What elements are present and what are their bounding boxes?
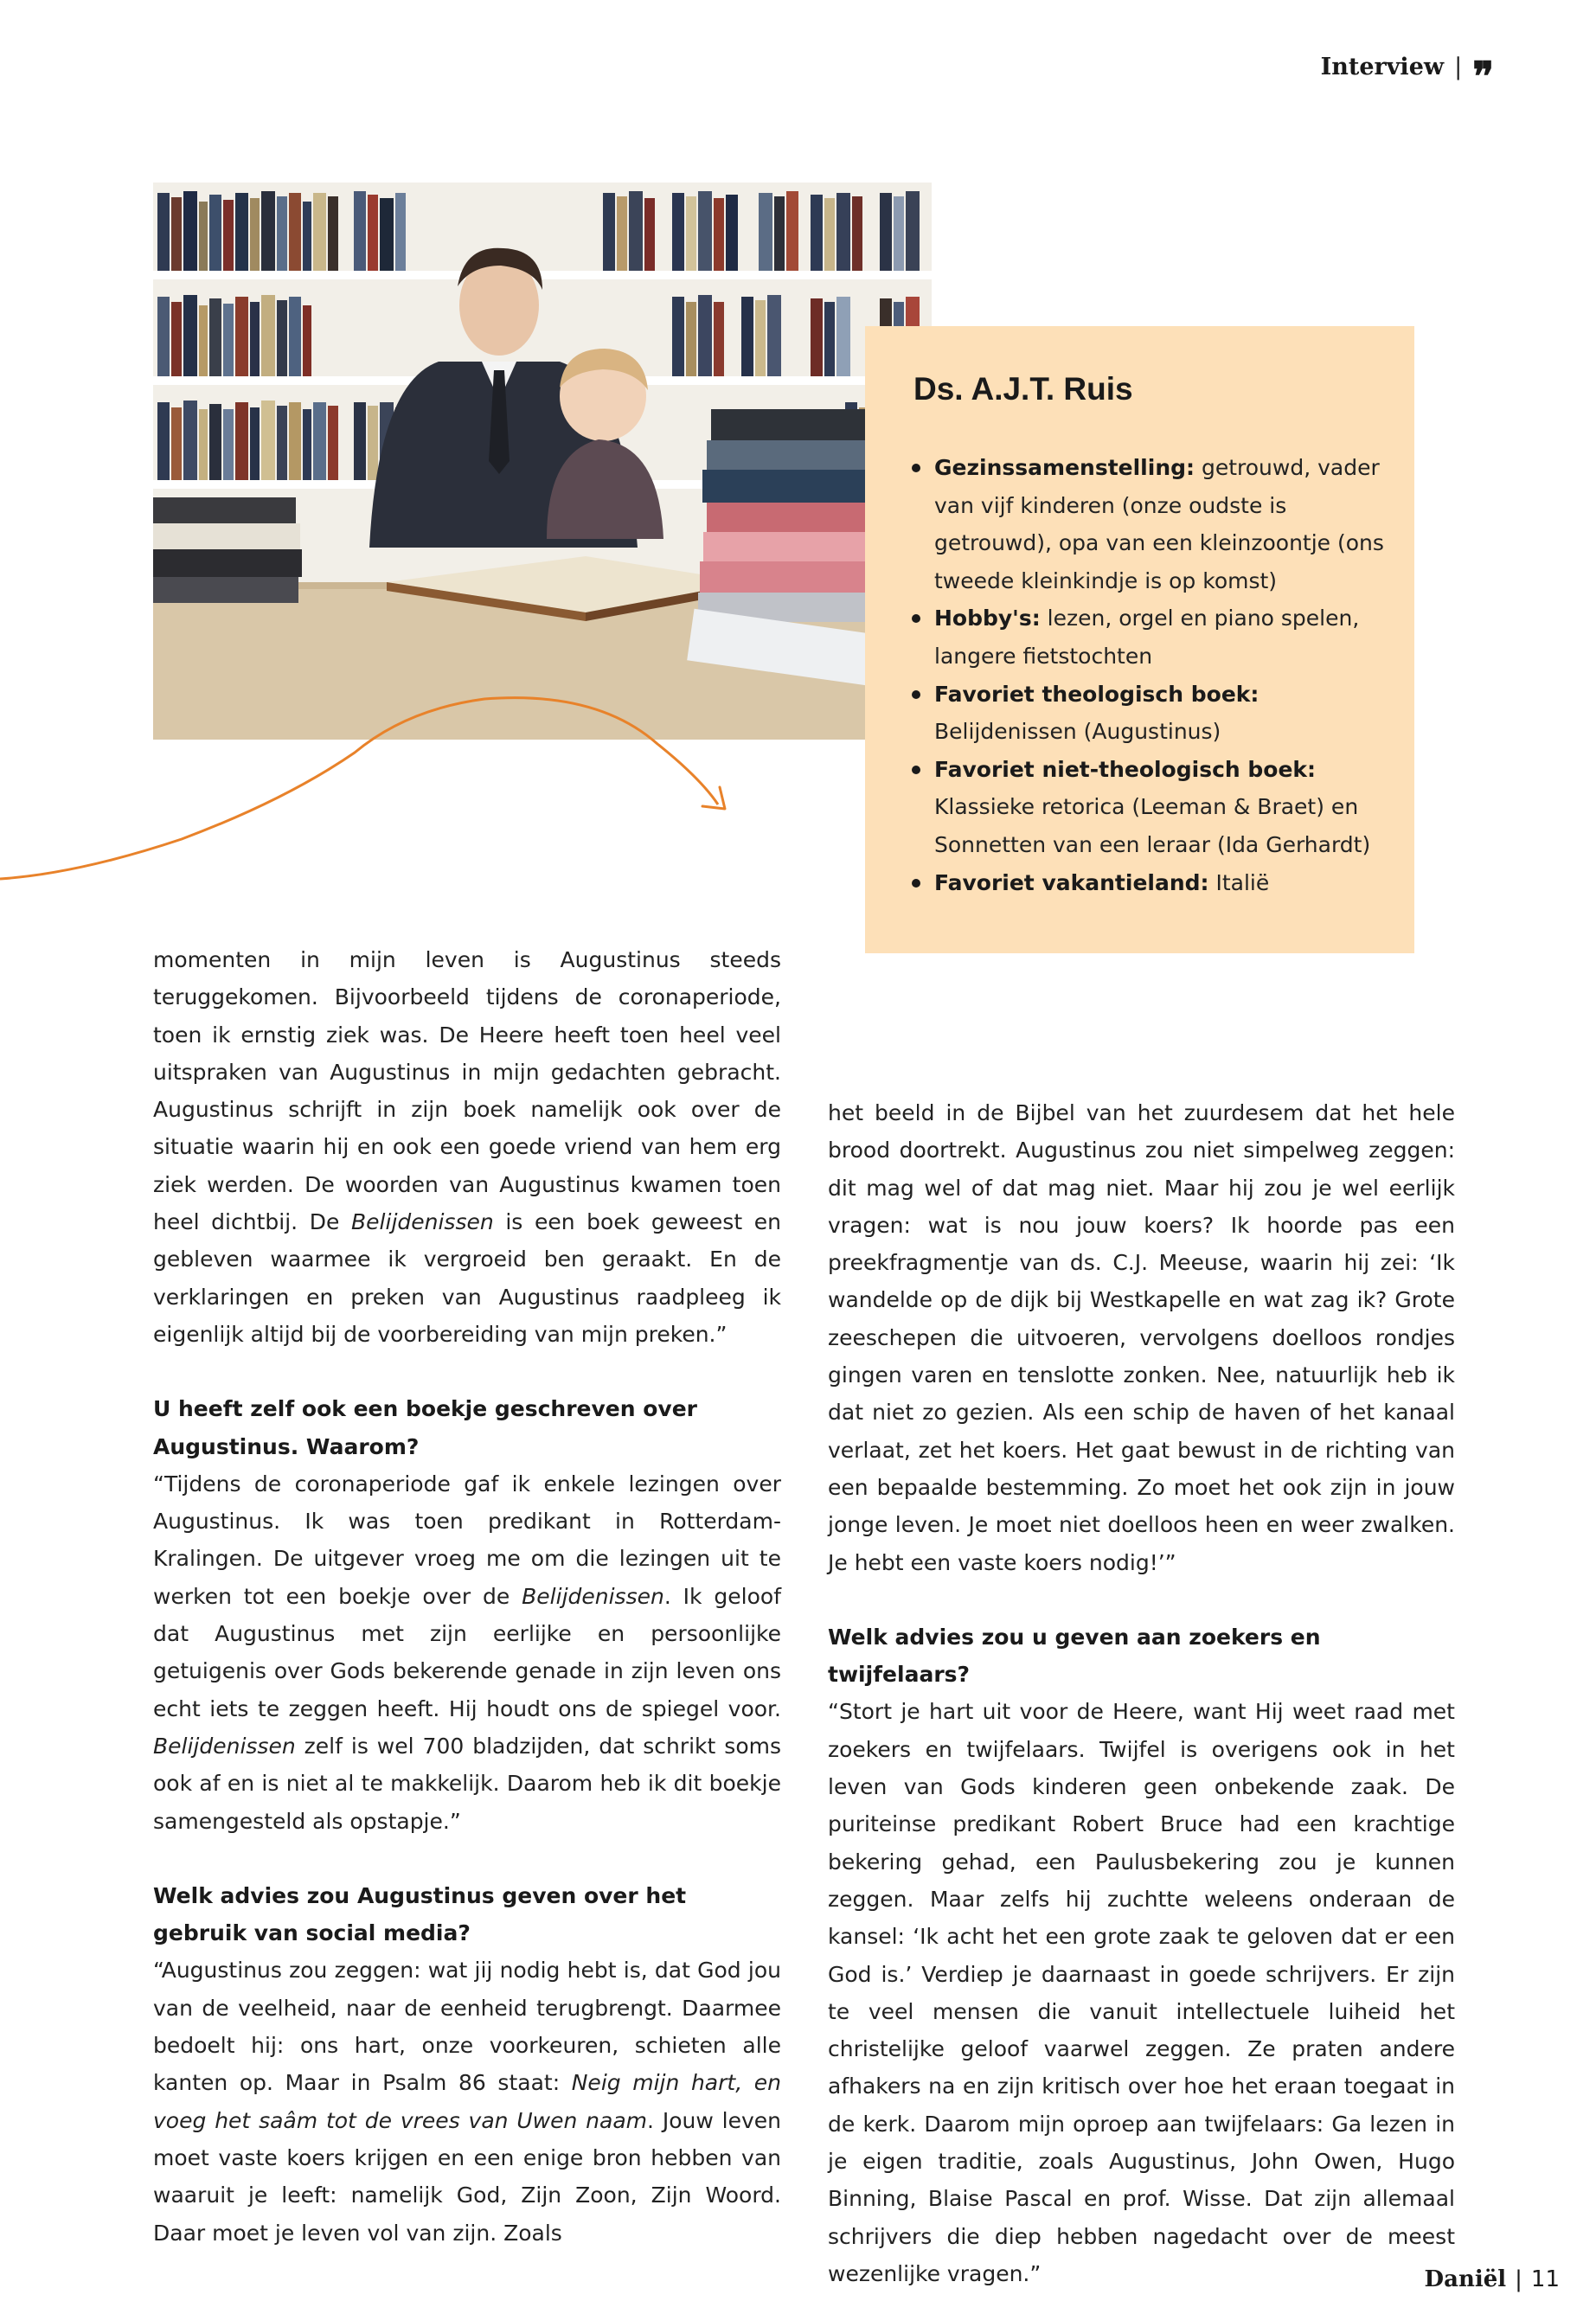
interview-question: U heeft zelf ook een boekje geschreven over Augustinus. Waarom?: [153, 1396, 698, 1459]
fact-label: Hobby's:: [934, 606, 1041, 631]
body-paragraph: “Stort je hart uit voor de Heere, want Hij weet raad met zoekers en twijfelaars. Twijfel is overigens ook in het leven van Gods kinderen geen onbekende zaak. De puriteinse predikant Robert Bruce had een krachtige bekering gehad, een Paulusbekering zou je kunnen zeggen. Maar zelfs hij zuchtte weleens onderaan de kansel: ‘Ik acht het een grote zaak te geloven dat er een God is.’ Verdiep je daarnaast in goede schrijvers. Er zijn te veel mensen die vanuit intellectuele luiheid het christelijke geloof vaarwel zeggen. Ze praten andere afhakers na en zijn kritisch over hoe het eraan toegaat in de kerk. Daarom mijn oproep aan twijfelaars: Ga lezen in je eigen traditie, zoals Augustinus, John Owen, Hugo Binning, Blaise Pascal en prof. Wisse. Dat zijn allemaal schrijvers die diep hebben nagedacht over de meest wezenlijke vragen.”: [828, 1699, 1455, 2286]
text-run: “Tijdens de coronaperiode gaf ik enkele lezingen over Augustinus. Ik was toen predikant in Rotterdam-Kralingen. De uitgever vroeg me om die lezingen uit te werken tot een boekje over de: [153, 1471, 781, 1609]
body-paragraph: [153, 941, 781, 1353]
fact-item: [912, 599, 1396, 675]
body-paragraph: het beeld in de Bijbel van het zuurdesem dat het hele brood doortrekt. Augustinus zou niet simpelweg zeggen: dit mag wel of dat mag niet. Maar hij zou je wel eerlijk vragen: wat is nou jouw koers? Ik hoorde pas een preekfragmentje van ds. C.J. Meeuse, waarin hij zei: ‘Ik wandelde op de dijk bij Westkapelle en wat zag ik? Grote zeeschepen die uitvoeren, vervolgens doelloos rondjes gingen varen en tenslotte zonken. Nee, natuurlijk heb ik dat niet zo gezien. Als een schip de haven of het kanaal verlaat, zet het koers. Het gaat bewust in de richting van een bepaalde bestemming. Zo moet het ook zijn in jouw jonge leven. Je moet niet doelloos heen en weer zwalken. Je hebt een vaste koers nodig!’”: [828, 1100, 1455, 1575]
text-run: momenten in mijn leven is Augustinus steeds teruggekomen. Bijvoorbeeld tijdens de coronaperiode, toen ik ernstig ziek was. De Heere heeft toen heel veel uitspraken van Augustinus in mijn gedachten gebracht. Augustinus schrijft in zijn boek namelijk ook over de situatie waarin hij en ook een goede vriend van hem erg ziek werden. De woorden van Augustinus kwamen toen heel dichtbij. De: [153, 947, 781, 1235]
page-number: 11: [1530, 2266, 1560, 2292]
psalm-quote: Neig mijn hart, en voeg het saâm tot de vrees van Uwen naam: [153, 2070, 781, 2133]
header-separator: |: [1454, 54, 1463, 80]
fact-item: [912, 751, 1396, 864]
fact-text: Belijdenissen (Augustinus): [934, 719, 1221, 745]
text-run: . Ik geloof dat Augustinus met zijn eerlijke en persoonlijke getuigenis over Gods bekerende genade in zijn leven ons echt iets te zeggen heeft. Hij houdt ons de spiegel voor.: [153, 1583, 781, 1721]
book-title: Belijdenissen: [522, 1583, 664, 1609]
book-title: Belijdenissen: [153, 1733, 296, 1759]
interview-question: Welk advies zou Augustinus geven over het gebruik van social media?: [153, 1882, 687, 1946]
profile-infobox: [865, 326, 1414, 953]
interview-photo: [153, 176, 932, 740]
article-column-left: [153, 941, 781, 2252]
footer-separator: |: [1515, 2266, 1522, 2292]
book-title: Belijdenissen: [351, 1209, 494, 1235]
fact-item: [912, 864, 1396, 902]
article-column-right: [828, 1094, 1455, 2292]
body-paragraph: [153, 1952, 781, 2251]
fact-label: Favoriet niet-theologisch boek:: [934, 756, 1317, 782]
text-run: zelf is wel 700 bladzijden, dat schrikt soms ook af en is niet al te makkelijk. Daarom heb ik dit boekje samengesteld als opstapje.”: [153, 1733, 781, 1834]
body-paragraph: [153, 1465, 781, 1840]
magazine-name: Daniël: [1424, 2266, 1507, 2292]
fact-label: Gezinssamenstelling:: [934, 455, 1195, 480]
section-header: [1320, 52, 1494, 99]
text-run: “Augustinus zou zeggen: wat jij nodig hebt is, dat God jou van de veelheid, naar de eenheid terugbrengt. Daarmee bedoelt hij: ons hart, onze voorkeuren, schieten alle kanten op. Maar in Psalm 86 staat:: [153, 1958, 781, 2096]
fact-item: [912, 449, 1396, 599]
fact-text: Klassieke retorica (Leeman & Braet) en Sonnetten van een leraar (Ida Gerhardt): [934, 794, 1371, 857]
fact-text: lezen, orgel en piano spelen, langere fietstochten: [934, 606, 1360, 669]
book-stack-left: [153, 497, 302, 603]
profile-facts: [912, 449, 1396, 901]
page-footer: [1425, 2266, 1560, 2292]
infobox-title: Ds. A.J.T. Ruis: [913, 371, 1133, 407]
fact-label: Favoriet theologisch boek:: [934, 681, 1259, 707]
interview-question: Welk advies zou u geven aan zoekers en twijfelaars?: [828, 1624, 1321, 1688]
fact-label: Favoriet vakantieland:: [934, 869, 1209, 895]
photo-illustration: [153, 176, 932, 740]
fact-text: getrouwd, vader van vijf kinderen (onze oudste is getrouwd), opa van een kleinzoontje (ons tweede kleinkindje is op komst): [934, 455, 1384, 593]
fact-item: [912, 676, 1396, 751]
quote-icon: ❞: [1472, 52, 1494, 99]
decorative-arrow-icon: [0, 675, 865, 900]
text-run: . Jouw leven moet vaste koers krijgen en een enige bron hebben van waaruit je leeft: namelijk God, Zijn Zoon, Zijn Woord. Daar moet je leven vol van zijn. Zoals: [153, 2107, 781, 2246]
fact-text: Italië: [1208, 869, 1270, 895]
section-label: Interview: [1320, 54, 1445, 80]
text-run: is een boek geweest en gebleven waarmee ik vergroeid ben geraakt. En de verklaringen en preken van Augustinus raadpleeg ik eigenlijk altijd bij de voorbereiding van mijn preken.”: [153, 1209, 781, 1347]
